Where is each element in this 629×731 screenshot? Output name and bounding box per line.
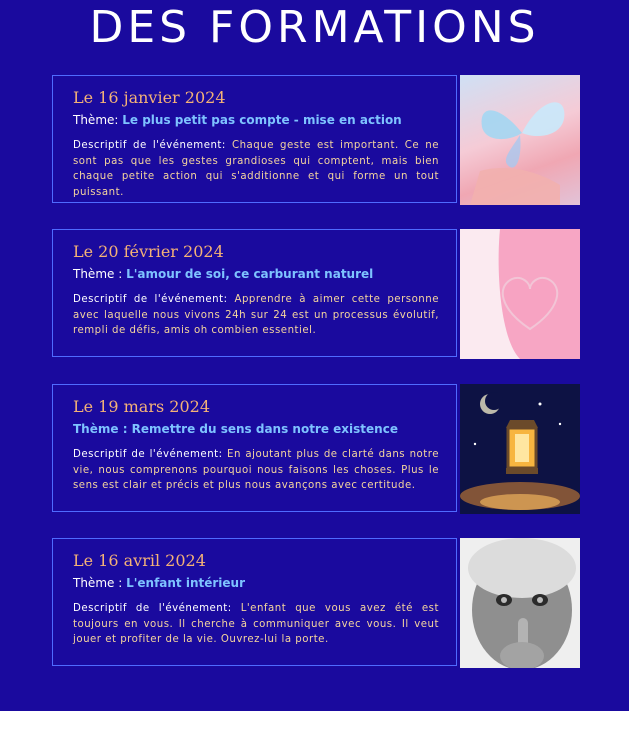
event-card-box	[52, 75, 457, 203]
theme-label: Thème:	[73, 113, 123, 127]
event-description	[73, 447, 439, 494]
theme-label: Thème :	[73, 267, 127, 281]
event-card-box	[52, 384, 457, 512]
event-theme	[73, 421, 398, 437]
description-text: Apprendre à aimer cette personne avec laquelle nous vivons 24h sur 24 est un processus évolutif, rempli de défis, amis oh combien essentiel.	[73, 294, 439, 336]
event-date: Le 16 janvier 2024	[73, 88, 226, 107]
butterfly-hand-image	[460, 75, 580, 205]
event-card-2	[52, 229, 578, 359]
event-card-3	[52, 384, 578, 514]
event-description	[73, 138, 439, 200]
child-hush-image	[460, 538, 580, 668]
description-label: Descriptif de l'événement:	[73, 140, 232, 151]
theme-value: Remettre du sens dans notre existence	[131, 422, 398, 436]
theme-label: Thème :	[73, 422, 132, 436]
description-text: L'enfant que vous avez été est toujours en vous. Il cherche à communiquer avec vous. Il veut jouer et profiter de la vie. Ouvrez-lui la porte.	[73, 603, 439, 645]
lantern-icon	[460, 384, 580, 514]
event-theme	[73, 575, 245, 591]
lantern-night-image	[460, 384, 580, 514]
heart-hands-image	[460, 229, 580, 359]
theme-value: L'amour de soi, ce carburant naturel	[126, 267, 374, 281]
description-label: Descriptif de l'événement:	[73, 603, 241, 614]
event-theme	[73, 266, 373, 282]
event-card-1	[52, 75, 578, 205]
event-card-box	[52, 229, 457, 357]
child-face-icon	[460, 538, 580, 668]
description-label: Descriptif de l'événement:	[73, 449, 228, 460]
theme-value: Le plus petit pas compte - mise en action	[122, 113, 402, 127]
event-card-4	[52, 538, 578, 668]
heart-icon	[460, 229, 580, 359]
description-label: Descriptif de l'événement:	[73, 294, 235, 305]
theme-value: L'enfant intérieur	[126, 576, 246, 590]
event-description	[73, 601, 439, 648]
event-card-box	[52, 538, 457, 666]
event-theme	[73, 112, 402, 128]
description-text: Chaque geste est important. Ce ne sont pas que les gestes grandioses qui comptent, mais bien chaque petite action qui s'additionne et qui forme un tout puissant.	[73, 140, 439, 198]
page-title: DES FORMATIONS	[89, 2, 540, 53]
butterfly-icon	[460, 75, 580, 205]
event-date: Le 19 mars 2024	[73, 397, 210, 416]
event-description	[73, 292, 439, 339]
theme-label: Thème :	[73, 576, 127, 590]
event-date: Le 16 avril 2024	[73, 551, 206, 570]
description-text: En ajoutant plus de clarté dans notre vie, nous comprenons pourquoi nous faisons les choses. Plus le sens est clair et précis et plus nous avançons avec certitude.	[73, 449, 439, 491]
event-date: Le 20 février 2024	[73, 242, 224, 261]
